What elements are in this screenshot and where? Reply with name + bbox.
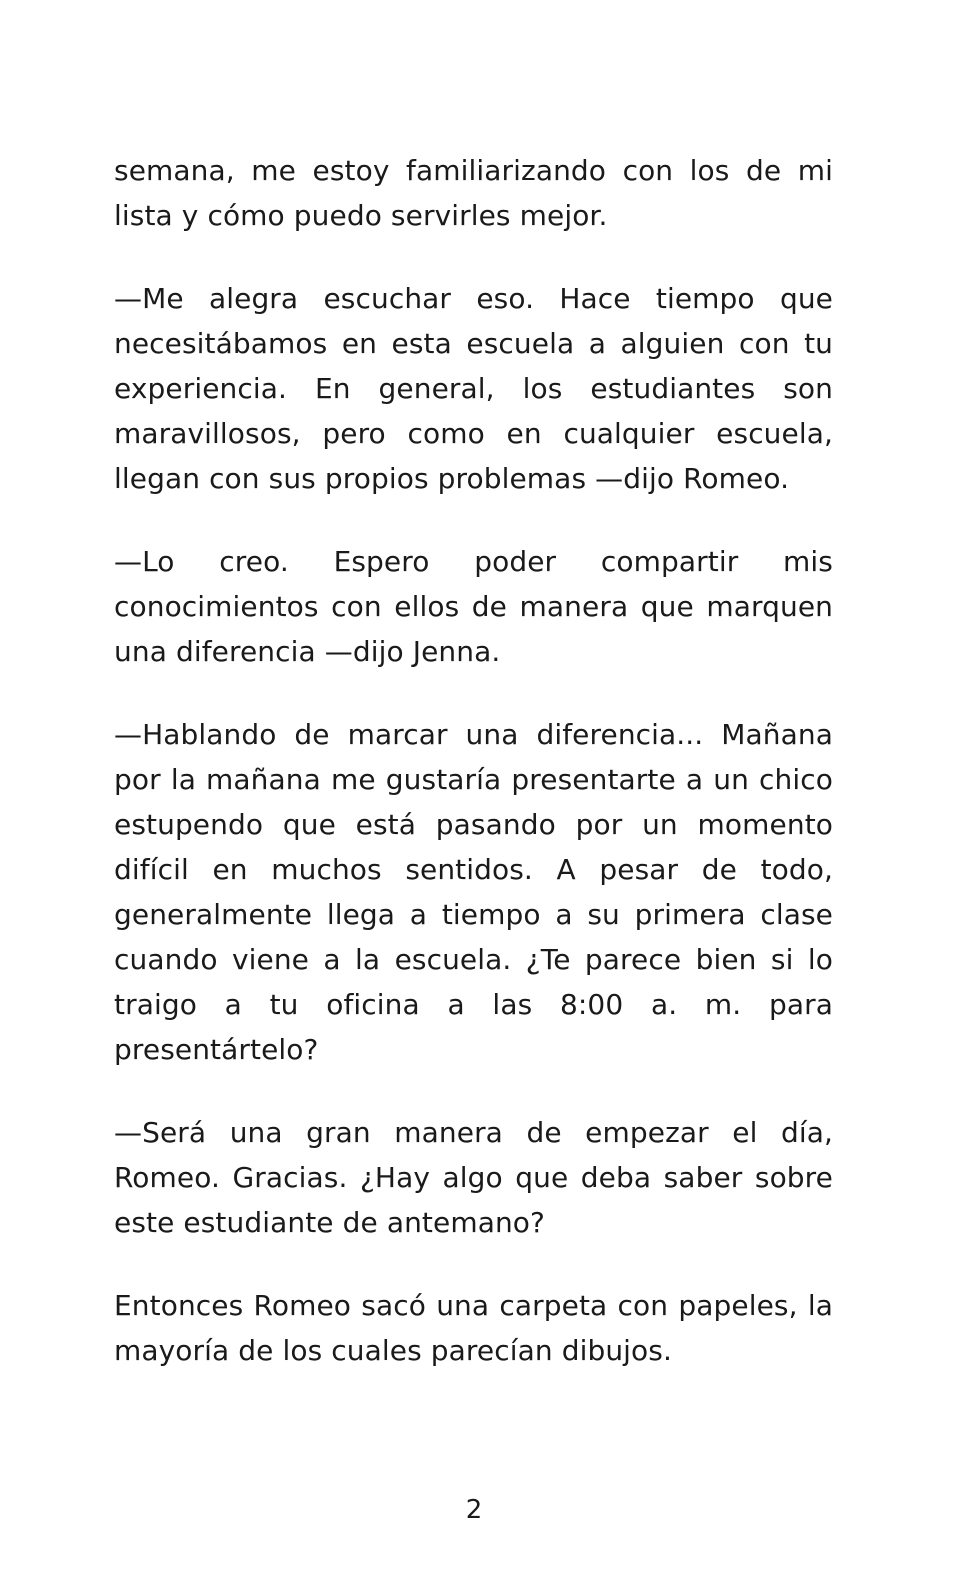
page-number: 2 [465,1495,483,1525]
paragraph: —Hablando de marcar una diferencia... Mañana por la mañana me gustaría presentarte a un chico estupendo que está pasando por un momento difícil en muchos sentidos. A pesar de todo, generalmente llega a tiempo a su primera clase cuando viene a la escuela. ¿Te parece bien si lo traigo a tu oficina a las 8:00 a. m. para presentártelo? [114,718,833,1066]
paragraph: Entonces Romeo sacó una carpeta con papeles, la mayoría de los cuales parecían dibujos. [114,1289,833,1367]
paragraph: semana, me estoy familiarizando con los de mi lista y cómo puedo servirles mejor. [114,154,833,232]
page-body [114,148,833,1411]
paragraph: —Lo creo. Espero poder compartir mis conocimientos con ellos de manera que marquen una diferencia —dijo Jenna. [114,545,833,668]
paragraph: —Será una gran manera de empezar el día, Romeo. Gracias. ¿Hay algo que deba saber sobre este estudiante de antemano? [114,1116,833,1239]
paragraph: —Me alegra escuchar eso. Hace tiempo que necesitábamos en esta escuela a alguien con tu experiencia. En general, los estudiantes son maravillosos, pero como en cualquier escuela, llegan con sus propios problemas —dijo Romeo. [114,282,833,495]
